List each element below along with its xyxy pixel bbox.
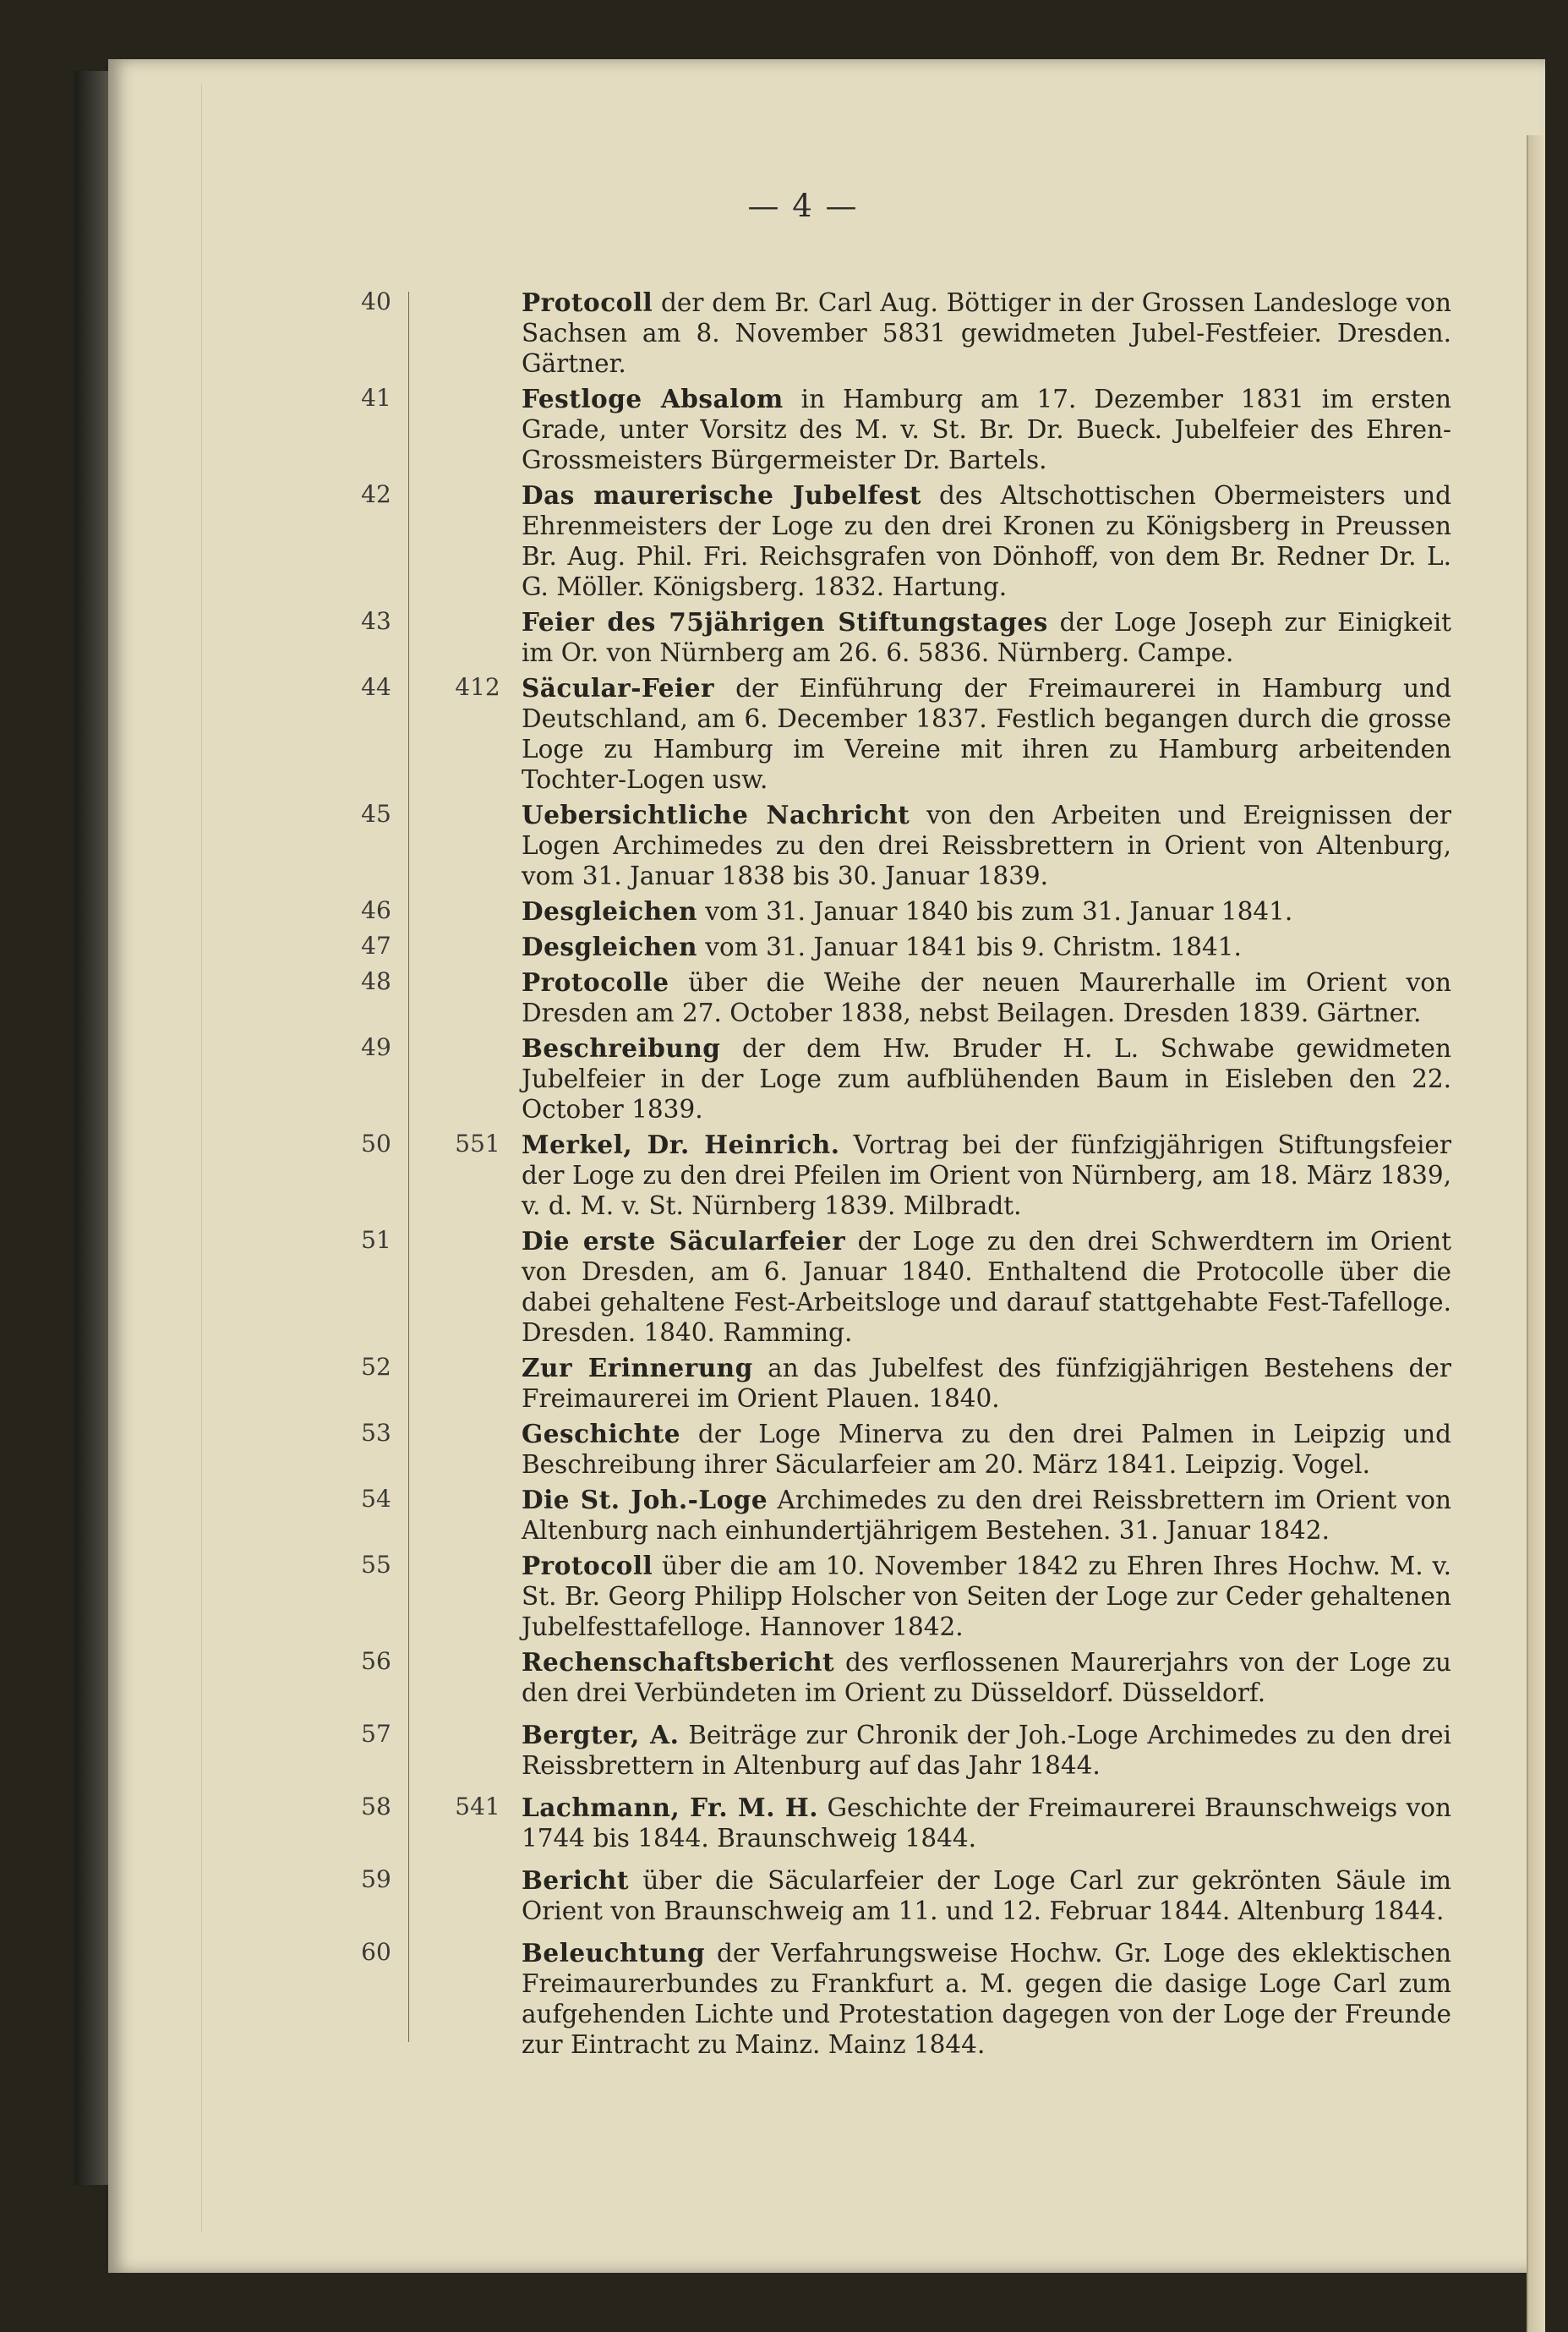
entry-description: Beiträge zur Chronik der Joh.-Loge Archimedes zu den drei Reissbrettern in Altenburg auf das Jahr 1844.	[522, 1721, 1451, 1780]
entry-description: der Einführung der Freimaurerei in Hamburg und Deutschland, am 6. December 1837. Festlich begangen durch die grosse Loge zu Hamburg im Vereine mit ihren zu Hamburg arbeitenden Tochter-Logen usw.	[522, 674, 1451, 794]
catalog-entry	[0, 1033, 1568, 1125]
catalog-entry	[0, 1485, 1568, 1546]
entry-number: 52	[361, 1353, 391, 1381]
entry-text	[522, 1551, 1451, 1642]
catalog-entry	[0, 932, 1568, 962]
entry-text	[522, 1485, 1451, 1546]
entry-description: des verflossenen Maurerjahrs von der Loge zu den drei Verbündeten im Orient zu Düsseldorf. Düsseldorf.	[522, 1648, 1451, 1707]
entry-description: Vortrag bei der fünfzigjährigen Stiftungsfeier der Loge zu den drei Pfeilen im Orient von Nürnberg, am 18. März 1839, v. d. M. v. St. Nürnberg 1839. Milbradt.	[522, 1130, 1451, 1220]
entry-title: Bergter, A.	[522, 1720, 680, 1749]
entry-text	[522, 1720, 1451, 1781]
entry-number: 44	[361, 673, 391, 701]
catalog-entry	[0, 1419, 1568, 1480]
entry-number: 46	[361, 896, 391, 924]
entry-text	[522, 1938, 1451, 2060]
entry-description: über die am 10. November 1842 zu Ehren Ihres Hochw. M. v. St. Br. Georg Philipp Holscher von Seiten der Loge zur Ceder gehaltenen Jubelfesttafelloge. Hannover 1842.	[522, 1552, 1451, 1641]
entry-description: in Hamburg am 17. Dezember 1831 im ersten Grade, unter Vorsitz des M. v. St. Br. Dr. Bueck. Jubelfeier des Ehren-Grossmeisters Bürgermeister Dr. Bartels.	[522, 385, 1452, 474]
entry-number: 47	[361, 932, 391, 960]
entry-title: Rechenschaftsbericht	[522, 1647, 835, 1677]
entry-number: 59	[361, 1865, 391, 1893]
catalog-entry	[0, 1720, 1568, 1781]
catalog-entry	[0, 800, 1568, 891]
entry-text	[522, 1419, 1451, 1480]
entry-title: Feier des 75jährigen Stiftungstages	[522, 607, 1048, 637]
entry-title: Bericht	[522, 1865, 629, 1895]
entry-text	[522, 800, 1451, 891]
entry-text	[522, 287, 1451, 379]
catalog-entry	[0, 1226, 1568, 1348]
catalog-entry	[0, 967, 1568, 1028]
entry-description: der Loge Joseph zur Einigkeit im Or. von Nürnberg am 26. 6. 5836. Nürnberg. Campe.	[522, 608, 1451, 667]
entry-title: Merkel, Dr. Heinrich.	[522, 1130, 840, 1159]
entry-title: Desgleichen	[522, 896, 697, 926]
entry-title: Das maurerische Jubelfest	[522, 480, 921, 510]
entry-reference: 551	[455, 1130, 500, 1158]
entry-title: Protocoll	[522, 287, 653, 317]
entry-description: über die Weihe der neuen Maurerhalle im Orient von Dresden am 27. October 1838, nebst Beilagen. Dresden 1839. Gärtner.	[522, 968, 1451, 1027]
entry-number: 48	[361, 967, 391, 995]
entry-title: Die St. Joh.-Loge	[522, 1485, 768, 1514]
entry-description: über die Säcularfeier der Loge Carl zur gekrönten Säule im Orient von Braunschweig am 11. und 12. Februar 1844. Altenburg 1844.	[522, 1866, 1451, 1925]
entry-text	[522, 607, 1451, 668]
entry-text	[522, 480, 1451, 602]
catalog-entry	[0, 1865, 1568, 1926]
entry-text	[522, 1130, 1451, 1221]
entry-description: vom 31. Januar 1841 bis 9. Christm. 1841.	[705, 933, 1242, 961]
catalog-entry	[0, 480, 1568, 602]
entry-number: 42	[361, 480, 391, 508]
entry-number: 58	[361, 1793, 391, 1820]
entry-title: Beleuchtung	[522, 1938, 706, 1968]
entry-description: an das Jubelfest des fünfzigjährigen Bestehens der Freimaurerei im Orient Plauen. 1840.	[522, 1354, 1451, 1413]
entry-reference: 412	[455, 673, 500, 701]
entry-title: Die erste Säcularfeier	[522, 1226, 846, 1256]
entry-title: Beschreibung	[522, 1033, 721, 1063]
catalog-entry	[0, 1353, 1568, 1414]
entry-text	[522, 1793, 1451, 1853]
catalog-entry	[0, 673, 1568, 795]
entry-description: der dem Hw. Bruder H. L. Schwabe gewidmeten Jubelfeier in der Loge zum aufblühenden Baum in Eisleben den 22. October 1839.	[522, 1034, 1451, 1124]
entry-number: 54	[361, 1485, 391, 1513]
entry-title: Geschichte	[522, 1419, 680, 1448]
entry-text	[522, 673, 1451, 795]
entry-title: Zur Erinnerung	[522, 1353, 753, 1382]
entry-number: 56	[361, 1647, 391, 1675]
catalog-entry	[0, 1130, 1568, 1221]
entry-number: 45	[361, 800, 391, 828]
entry-title: Protocoll	[522, 1551, 653, 1580]
entry-text	[522, 1033, 1451, 1125]
entry-title: Uebersichtliche Nachricht	[522, 800, 910, 829]
entry-number: 40	[361, 287, 391, 315]
entry-text	[522, 932, 1451, 962]
entry-title: Festloge Absalom	[522, 384, 784, 413]
entry-number: 51	[361, 1226, 391, 1254]
entry-number: 49	[361, 1033, 391, 1061]
entry-text	[522, 1353, 1451, 1414]
page-number: — 4 —	[747, 188, 859, 224]
entry-text	[522, 896, 1451, 927]
entry-number: 43	[361, 607, 391, 635]
catalog-entry	[0, 1938, 1568, 2060]
entry-description: Geschichte der Freimaurerei Braunschweigs von 1744 bis 1844. Braunschweig 1844.	[522, 1793, 1451, 1853]
entry-number: 55	[361, 1551, 391, 1579]
entry-description: der Loge Minerva zu den drei Palmen in Leipzig und Beschreibung ihrer Säcularfeier am 20. März 1841. Leipzig. Vogel.	[522, 1420, 1451, 1479]
catalog-entry	[0, 1647, 1568, 1708]
entry-text	[522, 384, 1451, 475]
catalog-entry	[0, 607, 1568, 668]
entry-number: 60	[361, 1938, 391, 1966]
entry-description: des Altschottischen Obermeisters und Ehrenmeisters der Loge zu den drei Kronen zu Königsberg in Preussen Br. Aug. Phil. Fri. Reichsgrafen von Dönhoff, von dem Br. Redner Dr. L. G. Möller. Königsberg. 1832. Hartung.	[522, 481, 1451, 601]
catalog-entry	[0, 287, 1568, 379]
entry-title: Lachmann, Fr. M. H.	[522, 1793, 818, 1822]
entry-description: der dem Br. Carl Aug. Böttiger in der Grossen Landesloge von Sachsen am 8. November 5831 gewidmeten Jubel-Festfeier. Dresden. Gärtner.	[522, 288, 1451, 378]
entry-title: Säcular-Feier	[522, 673, 715, 703]
entry-title: Protocolle	[522, 967, 669, 997]
entry-text	[522, 1865, 1451, 1926]
catalog-entry	[0, 1551, 1568, 1642]
entry-reference: 541	[455, 1793, 500, 1820]
entry-text	[522, 1226, 1451, 1348]
entry-text	[522, 967, 1451, 1028]
entry-description: von den Arbeiten und Ereignissen der Logen Archimedes zu den drei Reissbrettern in Orient von Altenburg, vom 31. Januar 1838 bis 30. Januar 1839.	[522, 801, 1451, 890]
catalog-entry	[0, 1793, 1568, 1853]
entry-title: Desgleichen	[522, 932, 697, 961]
entry-description: vom 31. Januar 1840 bis zum 31. Januar 1841.	[705, 897, 1293, 926]
entry-text	[522, 1647, 1451, 1708]
catalog-entry	[0, 896, 1568, 927]
entry-description: Archimedes zu den drei Reissbrettern im Orient von Altenburg nach einhundertjährigem Bestehen. 31. Januar 1842.	[522, 1486, 1451, 1545]
entry-description: der Verfahrungsweise Hochw. Gr. Loge des eklektischen Freimaurerbundes zu Frankfurt a. M. gegen die dasige Loge Carl zum aufgehenden Lichte und Protestation dagegen von der Loge der Freunde zur Eintracht zu Mainz. Mainz 1844.	[522, 1939, 1451, 2059]
catalog-list	[0, 287, 1568, 2065]
entry-number: 57	[361, 1720, 391, 1748]
entry-number: 53	[361, 1419, 391, 1447]
entry-number: 50	[361, 1130, 391, 1158]
entry-description: der Loge zu den drei Schwerdtern im Orient von Dresden, am 6. Januar 1840. Enthaltend die Protocolle über die dabei gehaltene Fest-Arbeitsloge und darauf stattgehabte Fest-Tafelloge. Dresden. 1840. Ramming.	[522, 1227, 1451, 1347]
entry-number: 41	[361, 384, 391, 412]
catalog-entry	[0, 384, 1568, 475]
